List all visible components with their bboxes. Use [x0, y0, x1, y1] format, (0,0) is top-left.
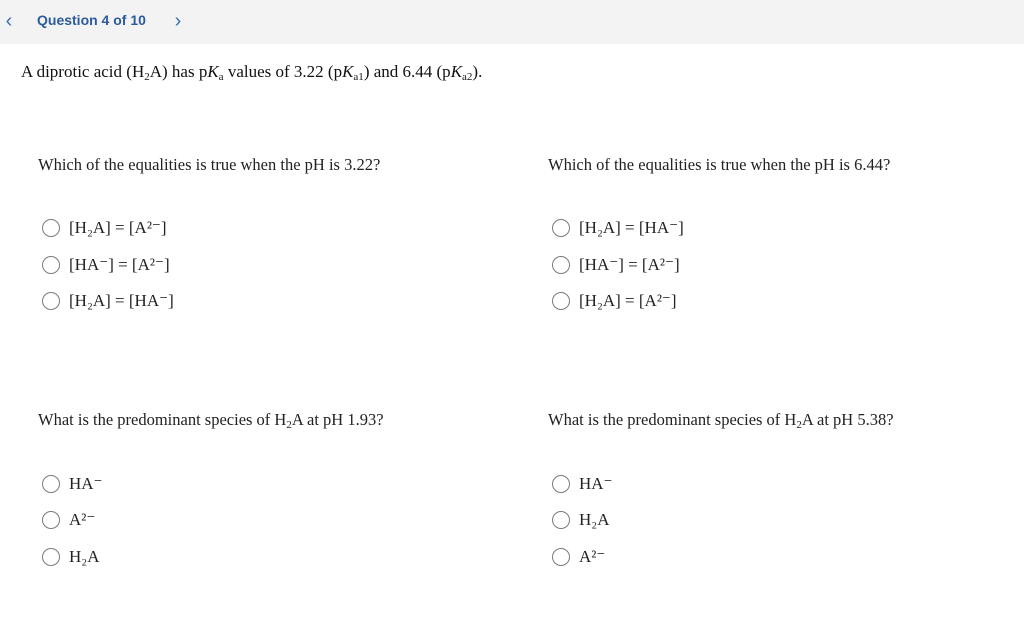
radio-button[interactable]: [42, 475, 60, 493]
q3-option-1[interactable]: [42, 473, 103, 495]
radio-button[interactable]: [42, 548, 60, 566]
option-label: [HA⁻] = [A²⁻]: [579, 255, 680, 274]
intro-text: ).: [472, 62, 483, 81]
intro-text: A) has p: [149, 62, 208, 81]
option-label: [H₂A] = [A²⁻]: [69, 218, 167, 237]
option-label: HA⁻: [579, 474, 613, 493]
q1-option-3[interactable]: [42, 290, 174, 312]
question-1-prompt: Which of the equalities is true when the pH is 3.22?: [38, 155, 381, 174]
chevron-left-icon: ‹: [5, 10, 13, 32]
prompt-subscript: 2: [286, 419, 292, 431]
next-question-button[interactable]: [167, 8, 189, 34]
question-nav-bar: [0, 0, 1024, 44]
question-4-prompt: [548, 410, 894, 430]
q4-option-1[interactable]: [552, 473, 613, 495]
intro-ka: K: [207, 62, 219, 81]
prompt-text: A at pH 1.93?: [291, 410, 384, 429]
q3-option-2[interactable]: [42, 509, 95, 531]
q3-option-3[interactable]: [42, 546, 99, 568]
option-label: H₂A: [69, 547, 100, 566]
option-label: [H₂A] = [HA⁻]: [579, 218, 684, 237]
prompt-text: A at pH 5.38?: [801, 410, 894, 429]
q1-option-2[interactable]: [42, 254, 170, 276]
option-label: A²⁻: [69, 510, 96, 529]
radio-button[interactable]: [42, 256, 60, 274]
radio-button[interactable]: [552, 548, 570, 566]
intro-ka: K: [342, 62, 354, 81]
chevron-right-icon: ›: [174, 10, 182, 32]
q2-option-2[interactable]: [552, 254, 680, 276]
intro-text: values of 3.22 (p: [223, 62, 343, 81]
option-label: [H₂A] = [A²⁻]: [579, 291, 677, 310]
question-3-prompt: [38, 410, 384, 430]
option-label: [HA⁻] = [A²⁻]: [69, 255, 170, 274]
intro-text: ) and 6.44 (p: [363, 62, 451, 81]
q1-option-1[interactable]: [42, 217, 167, 239]
intro-ka: K: [450, 62, 463, 81]
radio-button[interactable]: [552, 292, 570, 310]
option-label: HA⁻: [69, 474, 103, 493]
radio-button[interactable]: [42, 219, 60, 237]
intro-text: A diprotic acid (H: [21, 62, 145, 81]
option-label: A²⁻: [579, 547, 606, 566]
q2-option-3[interactable]: [552, 290, 677, 312]
radio-button[interactable]: [552, 219, 570, 237]
prompt-subscript: 2: [796, 419, 802, 431]
question-intro: [21, 62, 482, 82]
radio-button[interactable]: [552, 256, 570, 274]
intro-subscript: a: [218, 71, 224, 83]
radio-button[interactable]: [42, 511, 60, 529]
previous-question-button[interactable]: [0, 8, 20, 34]
radio-button[interactable]: [42, 292, 60, 310]
q4-option-3[interactable]: [552, 546, 605, 568]
option-label: [H₂A] = [HA⁻]: [69, 291, 174, 310]
intro-subscript: a1: [353, 71, 364, 83]
q2-option-1[interactable]: [552, 217, 684, 239]
question-counter: Question 4 of 10: [37, 12, 146, 28]
option-label: H₂A: [579, 510, 610, 529]
radio-button[interactable]: [552, 511, 570, 529]
prompt-text: What is the predominant species of H: [548, 410, 797, 429]
radio-button[interactable]: [552, 475, 570, 493]
question-content: [0, 44, 1024, 632]
q4-option-2[interactable]: [552, 509, 609, 531]
question-2-prompt: Which of the equalities is true when the pH is 6.44?: [548, 155, 891, 174]
prompt-text: What is the predominant species of H: [38, 410, 287, 429]
intro-subscript: 2: [144, 71, 150, 83]
intro-subscript: a2: [462, 71, 473, 83]
